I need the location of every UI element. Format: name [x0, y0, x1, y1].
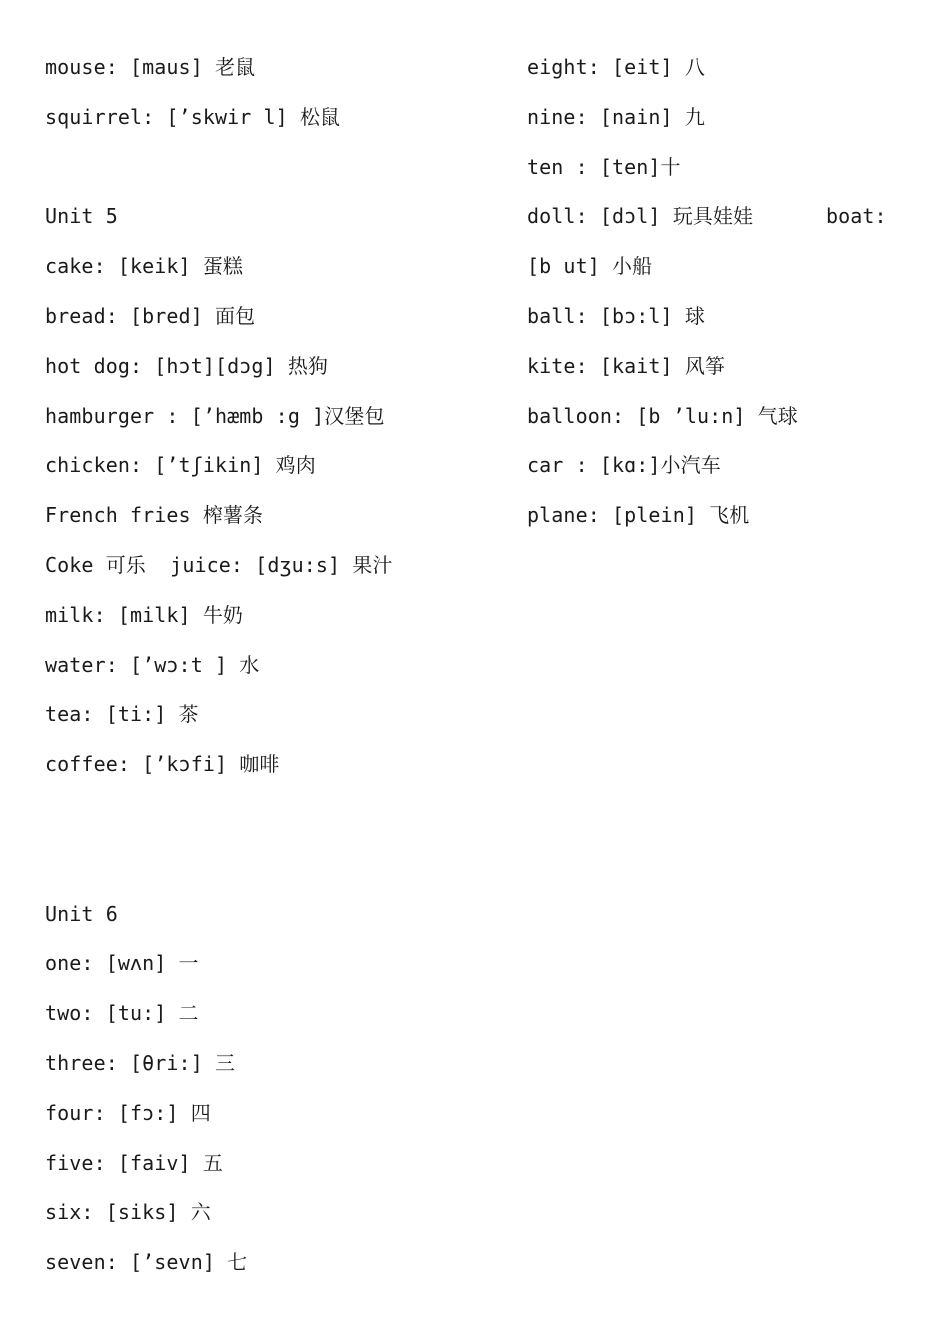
- vocab-line: water: [’wɔ:t ] 水: [45, 652, 260, 677]
- vocab-line: doll: [dɔl] 玩具娃娃 boat:: [527, 204, 887, 229]
- vocab-line: seven: [’sevn] 七: [45, 1250, 248, 1275]
- vocab-line: kite: [kait] 风筝: [527, 353, 726, 378]
- blank-line: [45, 148, 505, 198]
- vocab-line: one: [wʌn] 一: [45, 951, 199, 976]
- vocab-line: cake: [keik] 蛋糕: [45, 254, 244, 279]
- vocab-line: six: [siks] 六: [45, 1200, 211, 1225]
- vocab-line: ball: [bɔ:l] 球: [527, 303, 705, 328]
- vocab-line: ten : [ten]十: [527, 154, 681, 179]
- vocab-line: car : [kɑ:]小汽车: [527, 453, 721, 478]
- vocab-line: tea: [ti:] 茶: [45, 702, 199, 727]
- vocab-line: balloon: [b ’lu:n] 气球: [527, 403, 798, 428]
- vocab-line: bread: [bred] 面包: [45, 303, 256, 328]
- vocab-line: squirrel: [’skwir l] 松鼠: [45, 104, 341, 129]
- vocab-line: chicken: [’tʃikin] 鸡肉: [45, 453, 316, 478]
- vocab-line: mouse: [maus] 老鼠: [45, 55, 256, 79]
- vocab-line: coffee: [’kɔfi] 咖啡: [45, 752, 280, 777]
- vocab-line: French fries 榨薯条: [45, 503, 264, 528]
- vocab-line: five: [faiv] 五: [45, 1150, 223, 1175]
- vocab-line: milk: [milk] 牛奶: [45, 602, 244, 627]
- vocab-line: plane: [plein] 飞机: [527, 503, 750, 528]
- vocab-line: [b ut] 小船: [527, 254, 653, 279]
- unit-heading: Unit 6: [45, 901, 118, 926]
- blank-line: [45, 845, 505, 895]
- vocab-line: three: [θri:] 三: [45, 1050, 236, 1075]
- vocab-line: nine: [nain] 九: [527, 104, 705, 129]
- vocab-line: hot dog: [hɔt][dɔg] 热狗: [45, 353, 329, 378]
- unit-heading: Unit 5: [45, 204, 118, 229]
- left-column: [45, 48, 505, 1293]
- right-column: [527, 48, 927, 546]
- vocab-line: eight: [eit] 八: [527, 55, 705, 79]
- vocab-line: Coke 可乐 juice: [dʒu:s] 果汁: [45, 552, 393, 577]
- blank-line: [45, 795, 505, 845]
- vocab-line: two: [tu:] 二: [45, 1001, 199, 1026]
- vocab-line: hamburger : [’hæmb :g ]汉堡包: [45, 403, 385, 428]
- vocab-line: four: [fɔ:] 四: [45, 1100, 211, 1125]
